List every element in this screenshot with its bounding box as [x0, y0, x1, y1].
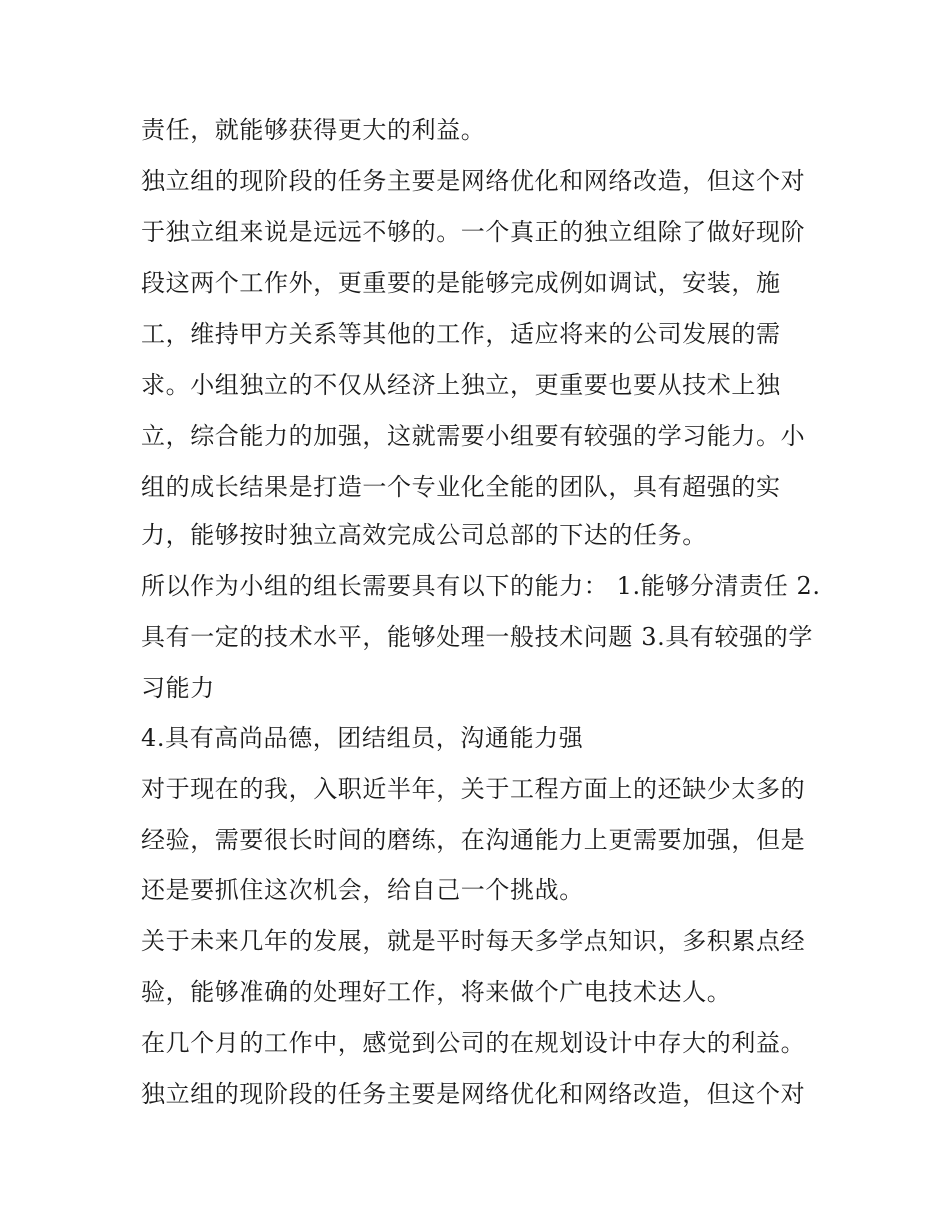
text-line: 验，能够准确的处理好工作，将来做个广电技术达人。	[141, 978, 732, 1006]
text-line: 还是要抓住这次机会，给自己一个挑战。	[141, 876, 584, 904]
text-line: 力，能够按时独立高效完成公司总部的下达的任务。	[141, 521, 707, 549]
text-line: 于独立组来说是远远不够的。一个真正的独立组除了做好现阶	[141, 218, 806, 246]
text-line: 立，综合能力的加强，这就需要小组要有较强的学习能力。小	[141, 422, 806, 450]
text-line: 习能力	[141, 674, 215, 702]
text-line: 独立组的现阶段的任务主要是网络优化和网络改造，但这个对	[141, 167, 806, 195]
text-line: 所以作为小组的组长需要具有以下的能力： 1.能够分清责任 2.	[141, 572, 821, 600]
text-line: 对于现在的我，入职近半年，关于工程方面上的还缺少太多的	[141, 775, 806, 803]
text-line: 段这两个工作外，更重要的是能够完成例如调试，安装，施	[141, 269, 781, 297]
text-line: 组的成长结果是打造一个专业化全能的团队，具有超强的实	[141, 473, 781, 501]
text-line: 4.具有高尚品德，团结组员，沟通能力强	[141, 724, 584, 752]
text-line: 责任，就能够获得更大的利益。	[141, 116, 486, 144]
text-line: 具有一定的技术水平，能够处理一般技术问题 3.具有较强的学	[141, 623, 813, 651]
text-line: 工，维持甲方关系等其他的工作，适应将来的公司发展的需	[141, 320, 781, 348]
text-line: 关于未来几年的发展，就是平时每天多学点知识，多积累点经	[141, 927, 806, 955]
text-line: 在几个月的工作中，感觉到公司的在规划设计中存大的利益。	[141, 1029, 806, 1057]
text-line: 求。小组独立的不仅从经济上独立，更重要也要从技术上独	[141, 371, 781, 399]
text-line: 经验，需要很长时间的磨练，在沟通能力上更需要加强，但是	[141, 826, 806, 854]
text-line: 独立组的现阶段的任务主要是网络优化和网络改造，但这个对	[141, 1080, 806, 1108]
